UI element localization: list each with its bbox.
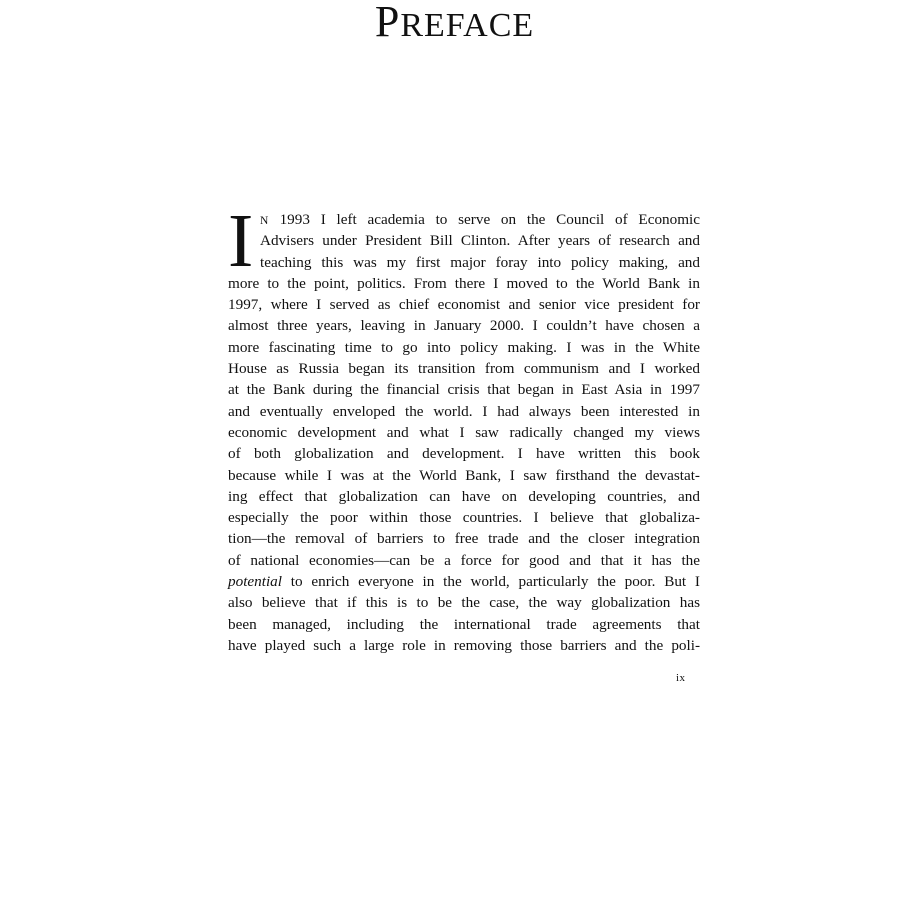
drop-cap: I: [228, 199, 254, 283]
body-line: more to the point, politics. From there I moved to the World Bank in: [228, 274, 700, 292]
small-caps-lead: N: [260, 215, 269, 227]
body-line: Advisers under President Bill Clinton. After years of research and: [260, 232, 700, 250]
body-line: been managed, including the international trade agreements that: [228, 615, 700, 633]
page-title-rest: REFACE: [400, 7, 535, 44]
body-line: more fascinating time to go into policy making. I was in the White: [228, 338, 700, 356]
body-line: [228, 209, 700, 230]
body-line-text: 1993 I left academia to serve on the Council of Economic: [268, 211, 700, 228]
body-line: tion—the removal of barriers to free trade and the closer integration: [228, 530, 700, 548]
body-line: because while I was at the World Bank, I saw firsthand the devastat-: [228, 466, 700, 484]
body-line: teaching this was my first major foray into policy making, and: [260, 253, 700, 271]
body-line: also believe that if this is to be the case, the way globalization has: [228, 594, 700, 612]
body-line: of national economies—can be a force for good and that it has the: [228, 551, 700, 569]
page-title-initial: P: [374, 0, 401, 46]
body-line: [228, 571, 700, 592]
body-line: especially the poor within those countries. I believe that globaliza-: [228, 509, 700, 527]
body-line: have played such a large role in removing those barriers and the poli-: [228, 636, 700, 654]
body-line: almost three years, leaving in January 2000. I couldn’t have chosen a: [228, 317, 700, 335]
preface-body: [228, 199, 700, 656]
body-line: ing effect that globalization can have on developing countries, and: [228, 487, 700, 505]
body-line: at the Bank during the financial crisis that began in East Asia in 1997: [228, 381, 700, 399]
page-title: [0, 0, 909, 48]
page-number: ix: [676, 672, 686, 684]
body-line: economic development and what I saw radically changed my views: [228, 423, 700, 441]
body-line: 1997, where I served as chief economist and senior vice president for: [228, 296, 700, 314]
body-line: House as Russia began its transition from communism and I worked: [228, 360, 700, 378]
body-line: and eventually enveloped the world. I had always been interested in: [228, 402, 700, 420]
emphasis-word: potential: [228, 573, 282, 591]
body-line-text: to enrich everyone in the world, particularly the poor. But I: [282, 573, 700, 591]
body-line: of both globalization and development. I have written this book: [228, 445, 700, 463]
